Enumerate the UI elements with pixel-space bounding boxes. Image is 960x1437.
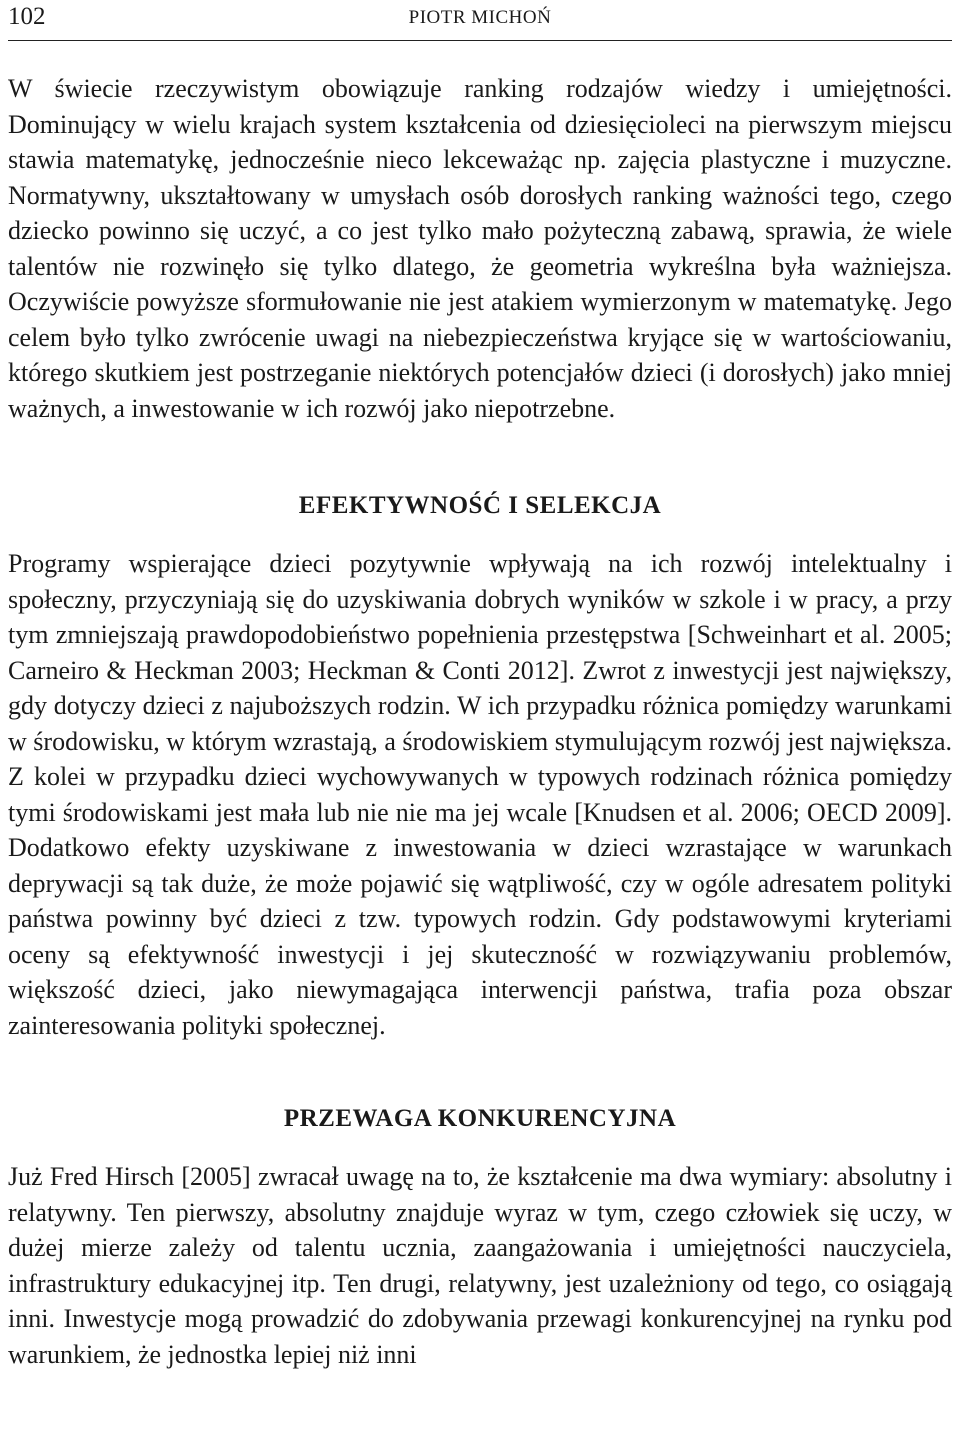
efficiency-paragraph: Programy wspierające dzieci pozytywnie wpływają na ich rozwój intelektualny i społeczny, przyczyniają się do uzyskiwania dobrych wyników w szkole i w pracy, a przy tym zmniejszają prawdopodobieństwo popełnienia przestępstwa [Schweinhart et al. 2005; Carneiro & Heckman 2003; Heckman & Conti 2012]. Zwrot z inwestycji jest największy, gdy dotyczy dzieci z najuboższych rodzin. W ich przypadku różnica pomiędzy warunkami w środowisku, w którym wzrastają, a środowiskiem stymulującym rozwój jest największa. Z kolei w przypadku dzieci wychowywanych w typowych rodzinach różnica pomiędzy tymi środowiskami jest mała lub nie nie ma jej wcale [Knudsen et al. 2006; OECD 2009]. Dodatkowo efekty uzyskiwane z inwestowania w dzieci wzrastające w warunkach deprywacji są tak duże, że może pojawić się wątpliwość, czy w ogóle adresatem polityki państwa powinny być dzieci z tzw. typowych rodzin. Gdy podstawowymi kryteriami oceny są efektywność inwestycji i jej skuteczność w rozwiązywaniu problemów, większość dzieci, jako niewymagająca interwencji państwa, trafia poza obszar zainteresowania polityki społecznej. xyxy=(8,549,952,1040)
running-head-author: PIOTR MICHOŃ xyxy=(408,7,552,28)
section-heading-efficiency: EFEKTYWNOŚĆ I SELEKCJA xyxy=(298,492,662,519)
document-page xyxy=(8,0,952,1372)
running-header xyxy=(8,0,952,41)
intro-paragraph: W świecie rzeczywistym obowiązuje ranking rodzajów wiedzy i umiejętności. Dominujący w wielu krajach system kształcenia od dziesięcioleci na pierwszym miejscu stawia matematykę, jednocześnie nieco lekceważąc np. zajęcia plastyczne i muzyczne. Normatywny, ukształtowany w umysłach osób dorosłych ranking ważności tego, czego dziecko powinno się uczyć, a co jest tylko mało pożyteczną zabawą, sprawia, że wiele talentów nie rozwinęło się tylko dlatego, że geometria wykreślna była ważniejsza. Oczywiście powyższe sformułowanie nie jest atakiem wymierzonym w matematykę. Jego celem było tylko zwrócenie uwagi na niebezpieczeństwa kryjące się w wartościowaniu, którego skutkiem jest postrzeganie niektórych potencjałów dzieci (i dorosłych) jako mniej ważnych, a inwestowanie w ich rozwój jako niepotrzebne. xyxy=(8,74,952,423)
section-heading-competitive-advantage: PRZEWAGA KONKURENCYJNA xyxy=(283,1105,677,1132)
competitive-advantage-paragraph: Już Fred Hirsch [2005] zwracał uwagę na to, że kształcenie ma dwa wymiary: absolutny i relatywny. Ten pierwszy, absolutny znajduje wyraz w tym, czego człowiek się uczy, w dużej mierze zależy od talentu ucznia, zaangażowania i umiejętności nauczyciela, infrastruktury edukacyjnej itp. Ten drugi, relatywny, jest uzależniony od tego, co osiągają inni. Inwestycje mogą prowadzić do zdobywania przewagi konkurencyjnej na rynku pod warunkiem, że jednostka lepiej niż inni xyxy=(8,1162,952,1369)
page-number: 102 xyxy=(8,3,46,30)
